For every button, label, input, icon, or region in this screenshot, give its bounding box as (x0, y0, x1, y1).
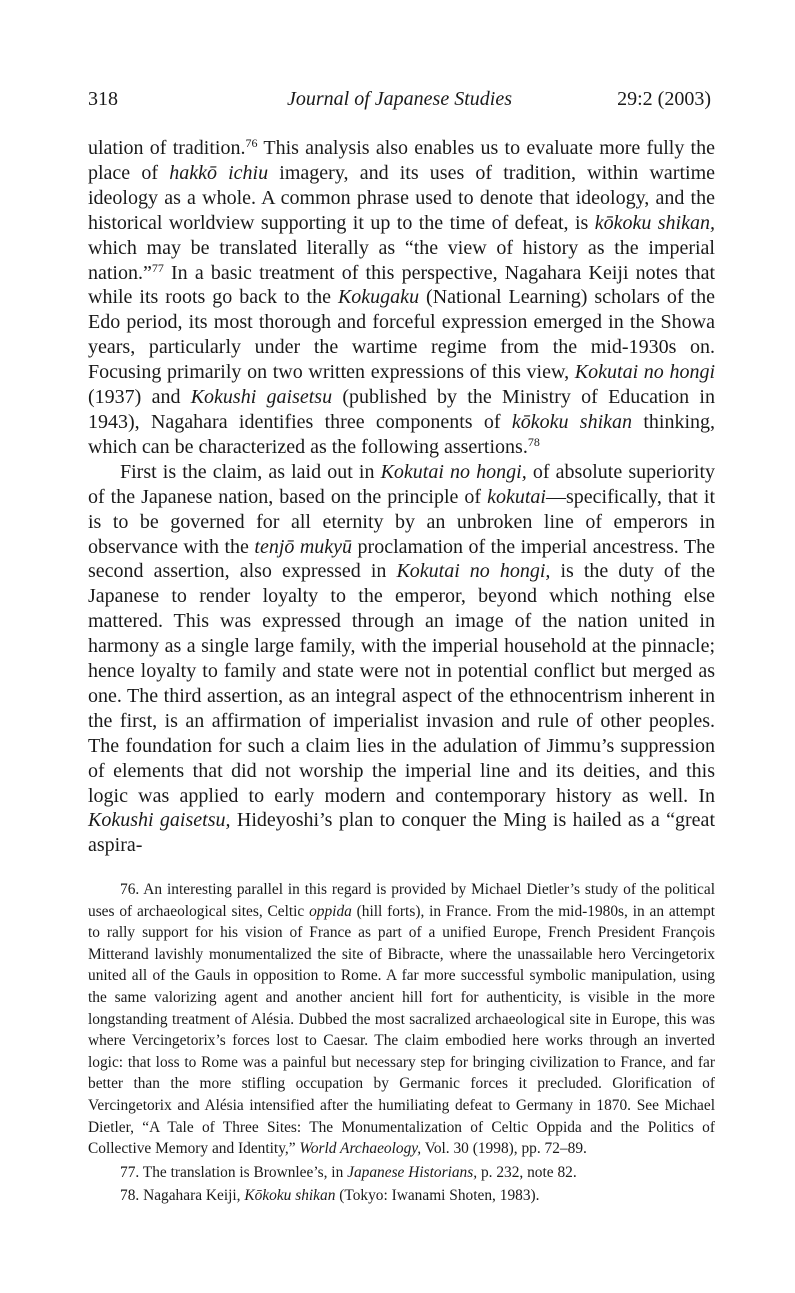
footnote-ref-76[interactable]: 76 (245, 136, 258, 150)
footnote-77: 77. The translation is Brownlee’s, in Japanese Historians, p. 232, note 82. (120, 1163, 577, 1181)
body-paragraph: ulation of tradition.$^{76}$ This analysis also enables us to evaluate more fully the place of hakkō ichiu imagery, and its uses of tradition, within wartime ideology as a whole. A common phrase used to denote that ideology, and the historical worldview supporting it up to the time of defeat, is kōkoku shikan, which may be translated literally as “the view of history as the imperial nation.”$^{77}$ In a basic treatment of this perspective, Nagahara Keiji notes that while its roots go back to the Kokugaku (National Learning) scholars of the Edo period, its most thorough and forceful expression emerged in the Showa years, particularly under the wartime regime from the mid-1930s on. Focusing primarily on two written expressions of this view, Kokutai no hongi (1937) and Kokushi gaisetsu (published by the Ministry of Education in 1943), Nagahara identifies three components of kōkoku shikan thinking, which can be characterized as the following assertions.$^{78}$ (88, 136, 715, 458)
journal-title: Journal of Japanese Studies (287, 88, 512, 110)
body-paragraph: First is the claim, as laid out in Kokutai no hongi, of absolute superiority of the Japanese nation, based on the principle of kokutai—specifically, that it is to be governed for all eternity by an unbroken line of emperors in observance with the tenjō mukyū proclamation of the imperial ancestress. The second assertion, also expressed in Kokutai no hongi, is the duty of the Japanese to render loyalty to the emperor, beyond which nothing else mattered. This was expressed through an image of the nation united in harmony as a single large family, with the imperial household at the pinnacle; hence loyalty to family and state were not in potential conflict but merged as one. The third assertion, as an integral aspect of the ethnocentrism inherent in the first, is an affirmation of imperialist invasion and rule of other peoples. The foundation for such a claim lies in the adulation of Jimmu’s suppression of elements that did not worship the imperial line and its deities, and this logic was applied to early modern and contemporary history as well. In Kokushi gaisetsu, Hideyoshi’s plan to conquer the Ming is hailed as a “great aspira- (88, 460, 716, 857)
running-header (88, 88, 711, 114)
volume-issue: 29:2 (2003) (617, 88, 711, 110)
footnote-ref-78[interactable]: 78 (527, 434, 540, 449)
main-text (88, 136, 715, 858)
footnote-78: 78. Nagahara Keiji, Kōkoku shikan (Tokyo: Iwanami Shoten, 1983). (120, 1187, 540, 1205)
footnotes (88, 879, 715, 1207)
footnote-ref-77[interactable]: 77 (151, 260, 164, 275)
footnote-76: 76. An interesting parallel in this regard is provided by Michael Dietler’s study of the political uses of archaeological sites, Celtic oppida (hill forts), in France. From the mid-1980s, in an attempt to rally support for his vision of France as part of a unified Europe, French President François Mitterand lavishly monumentalized the site of Bibracte, where the unassailable hero Vercingetorix united all of the Gauls in opposition to Rome. A far more successful symbolic manipulation, using the same valorizing agent and another ancient hill fort for authenticity, is visible in the more longstanding treatment of Alésia. Dubbed the most sacralized archaeological site in Europe, this was where Vercingetorix’s forces lost to Caesar. The claim embodied here works through an inverted logic: that loss to Rome was a painful but necessary step for bringing civilization to France, and far better than the more stifling occupation by Germanic forces it precluded. Glorification of Vercingetorix and Alésia intensified after the humiliating defeat to Germany in 1870. See Michael Dietler, “A Tale of Three Sites: The Monumentalization of Celtic Oppida and the Politics of Collective Memory and Identity,” World Archaeology, Vol. 30 (1998), pp. 72–89. (88, 881, 715, 1158)
page-number: 318 (88, 88, 118, 110)
